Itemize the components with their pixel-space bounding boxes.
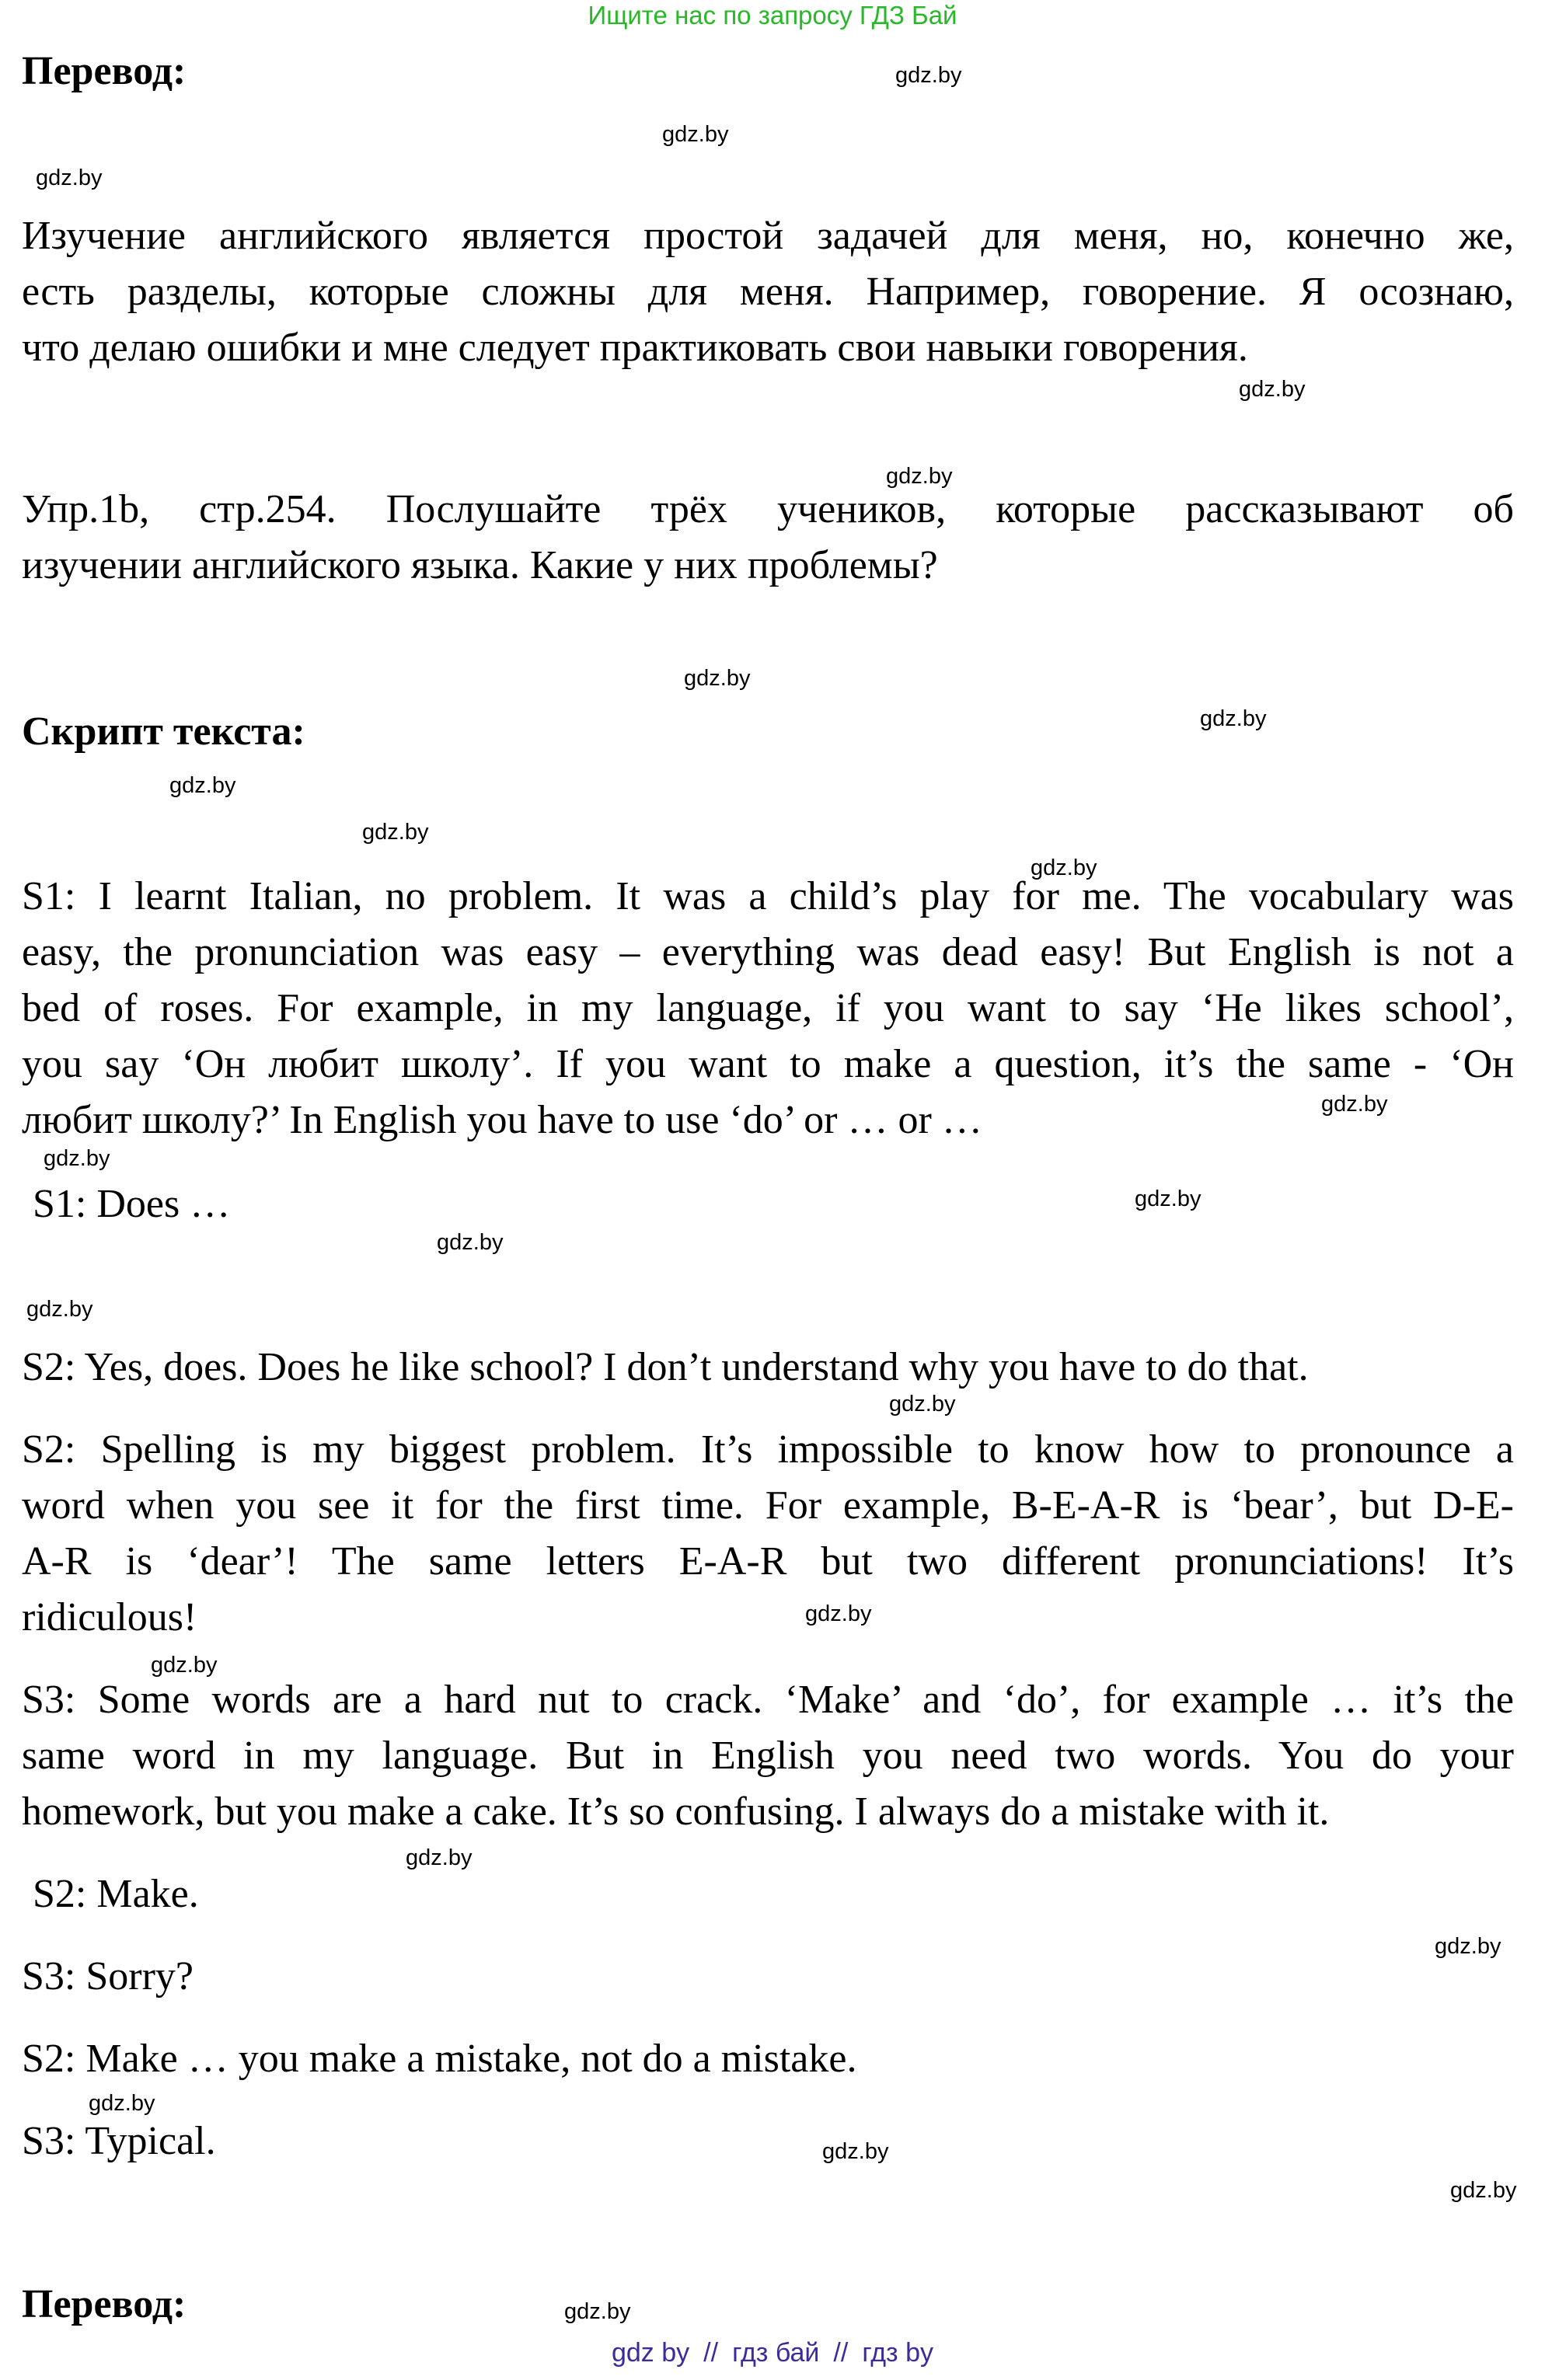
- watermark: gdz.by: [437, 1230, 504, 1255]
- translation-paragraph: [22, 208, 1514, 376]
- watermark: gdz.by: [889, 1392, 956, 1417]
- s1-paragraph: [22, 869, 1514, 1148]
- text-line: S2: Spelling is my biggest problem. It’s impossible to know how to pronounce a: [22, 1427, 1514, 1472]
- text-line: есть разделы, которые сложны для меня. Например, говорение. Я осознаю,: [22, 270, 1514, 314]
- watermark: gdz.by: [1200, 706, 1267, 731]
- text-line: homework, but you make a cake. It’s so confusing. I always do a mistake with it.: [22, 1789, 1330, 1834]
- watermark: gdz.by: [886, 464, 953, 489]
- watermark: gdz.by: [564, 2299, 631, 2324]
- text-line: A-R is ‘dear’! The same letters E-A-R but two different pronunciations! It’s: [22, 1539, 1514, 1584]
- text-line: same word in my language. But in English you need two words. You do your: [22, 1734, 1514, 1778]
- watermark: gdz.by: [362, 820, 429, 845]
- footer-link-gdz-bai[interactable]: гдз бай: [732, 2338, 820, 2368]
- search-hint-link[interactable]: Ищите нас по запросу ГДЗ Бай: [588, 1, 957, 30]
- translation-heading-2: Перевод:: [22, 2282, 187, 2326]
- text-line: любит школу?’ In English you have to use ‘do’ or … or …: [22, 1098, 982, 1142]
- watermark: gdz.by: [151, 1653, 218, 1678]
- footer-link-gdz-by[interactable]: gdz by: [611, 2338, 690, 2368]
- footer-separator: //: [703, 2338, 719, 2368]
- watermark: gdz.by: [822, 2139, 889, 2164]
- watermark: gdz.by: [36, 166, 103, 190]
- text-line: bed of roses. For example, in my language, if you want to say ‘He likes school’,: [22, 986, 1514, 1030]
- text-line: изучении английского языка. Какие у них проблемы?: [22, 543, 938, 587]
- text-line: Упр.1b, стр.254. Послушайте трёх учеников, которые рассказывают об: [22, 487, 1514, 531]
- footer-links: [0, 2337, 1545, 2368]
- watermark: gdz.by: [1450, 2178, 1517, 2203]
- watermark: gdz.by: [406, 1845, 473, 1870]
- watermark: gdz.by: [1031, 855, 1097, 880]
- script-heading: Скрипт текста:: [22, 709, 305, 754]
- watermark: gdz.by: [1135, 1187, 1201, 1211]
- watermark: gdz.by: [805, 1601, 872, 1626]
- watermark: gdz.by: [684, 666, 751, 691]
- watermark: gdz.by: [1239, 377, 1306, 402]
- text-line: что делаю ошибки и мне следует практиковать свои навыки говорения.: [22, 326, 1248, 370]
- watermark: gdz.by: [895, 63, 962, 88]
- watermark: gdz.by: [169, 773, 236, 798]
- watermark: gdz.by: [26, 1297, 93, 1322]
- text-line: Изучение английского является простой задачей для меня, но, конечно же,: [22, 214, 1514, 258]
- s3-sorry-line: S3: Sorry?: [22, 1954, 194, 1998]
- s2-yes-line: S2: Yes, does. Does he like school? I don’t understand why you have to do that.: [22, 1345, 1309, 1389]
- watermark: gdz.by: [1435, 1934, 1501, 1959]
- text-line: easy, the pronunciation was easy – everything was dead easy! But English is not a: [22, 930, 1514, 974]
- watermark: gdz.by: [89, 2091, 155, 2116]
- s2-make-mistake-line: S2: Make … you make a mistake, not do a mistake.: [22, 2037, 857, 2081]
- watermark: gdz.by: [1321, 1092, 1388, 1117]
- s1-does-line: S1: Does …: [33, 1182, 231, 1226]
- text-line: S1: I learnt Italian, no problem. It was a child’s play for me. The vocabulary was: [22, 874, 1514, 918]
- translation-heading: Перевод:: [22, 49, 187, 93]
- s3-paragraph: [22, 1672, 1514, 1840]
- text-line: word when you see it for the first time. For example, B-E-A-R is ‘bear’, but D-E-: [22, 1483, 1514, 1528]
- text-line: ridiculous!: [22, 1595, 197, 1640]
- footer-link-gdz-by-cyr[interactable]: гдз by: [862, 2338, 933, 2368]
- footer-separator: //: [833, 2338, 849, 2368]
- exercise-paragraph: [22, 482, 1514, 594]
- watermark: gdz.by: [44, 1146, 110, 1171]
- s2-spelling-paragraph: [22, 1422, 1514, 1646]
- text-line: S3: Some words are a hard nut to crack. ‘Make’ and ‘do’, for example … it’s the: [22, 1678, 1514, 1722]
- s3-typical-line: S3: Typical.: [22, 2119, 216, 2163]
- watermark: gdz.by: [662, 122, 729, 147]
- text-line: you say ‘Он любит школу’. If you want to make a question, it’s the same - ‘Он: [22, 1042, 1514, 1086]
- s2-make-line: S2: Make.: [33, 1872, 199, 1916]
